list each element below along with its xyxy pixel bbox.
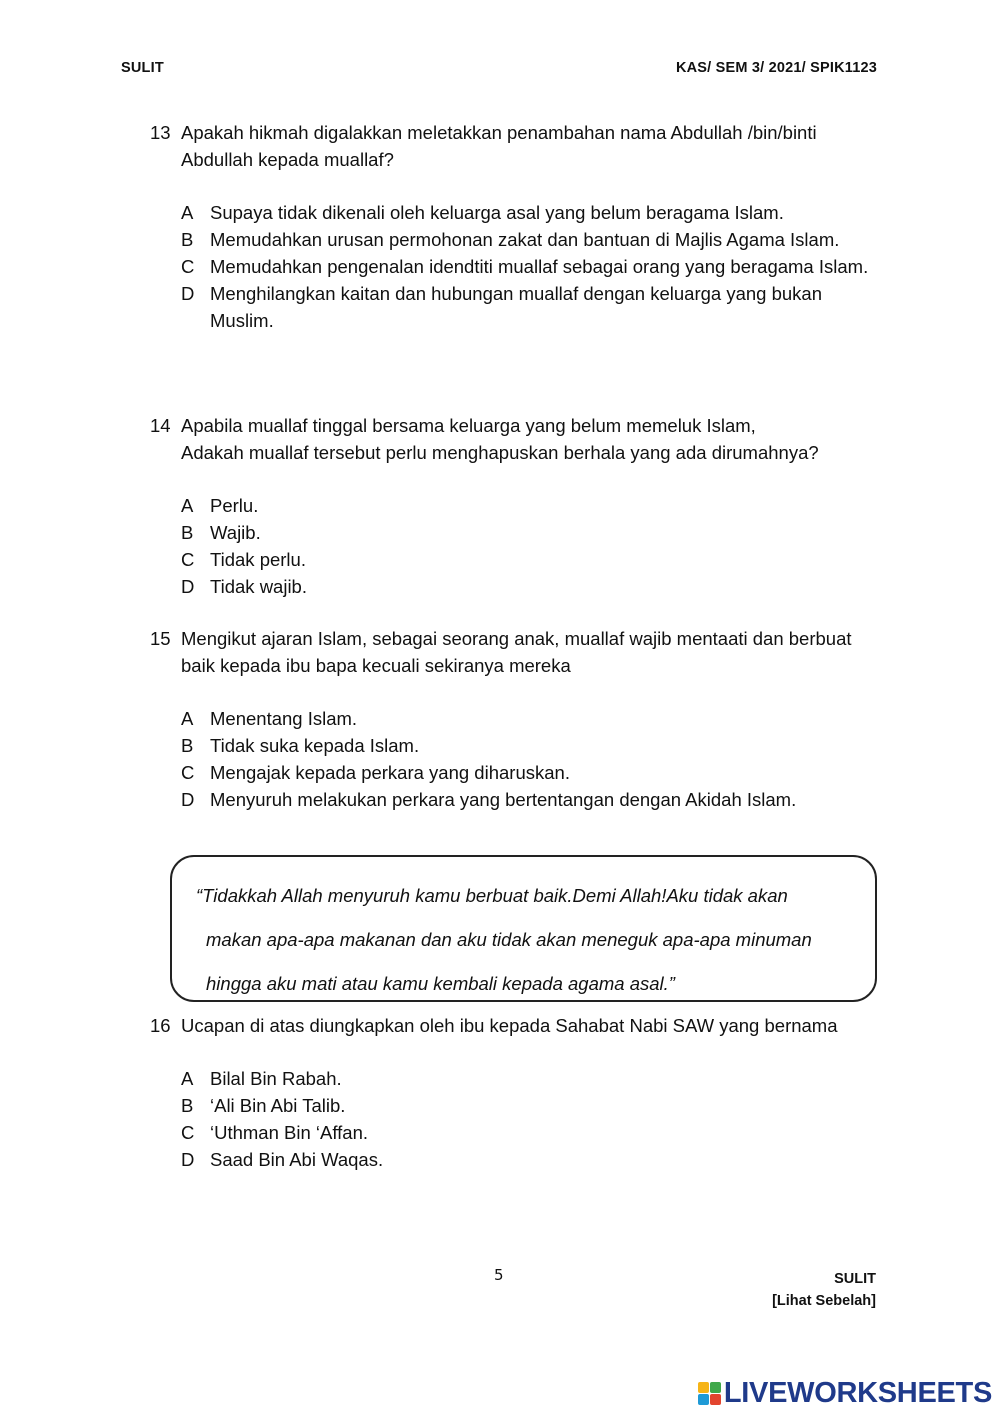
option-text: Menghilangkan kaitan dan hubungan muallaf dengan keluarga yang bukan Muslim. (210, 283, 822, 331)
question-text: Mengikut ajaran Islam, sebagai seorang anak, muallaf wajib mentaati dan berbuat baik kepada ibu bapa kecuali sekiranya mereka (181, 628, 852, 676)
brand-wordmark: LIVEWORKSHEETS (723, 1377, 992, 1409)
option-d[interactable] (181, 1146, 890, 1173)
option-letter: D (181, 283, 195, 304)
option-c[interactable] (181, 253, 890, 280)
option-list (181, 199, 890, 334)
quote-line-2: makan apa-apa makanan dan aku tidak akan meneguk apa-apa minuman (206, 929, 812, 950)
option-letter: D (181, 789, 195, 810)
question-15 (150, 625, 890, 813)
option-a[interactable] (181, 705, 890, 732)
option-text: Bilal Bin Rabah. (210, 1068, 342, 1089)
question-number: 13 (150, 122, 171, 143)
option-letter: C (181, 1122, 195, 1143)
option-a[interactable] (181, 492, 890, 519)
option-letter: A (181, 1068, 194, 1089)
option-text: ‘Ali Bin Abi Talib. (210, 1095, 346, 1116)
question-13 (150, 119, 890, 334)
option-text: Tidak suka kepada Islam. (210, 735, 420, 756)
option-d[interactable] (181, 280, 890, 334)
option-b[interactable] (181, 519, 890, 546)
option-text: ‘Uthman Bin ‘Affan. (210, 1122, 369, 1143)
option-text: Saad Bin Abi Waqas. (210, 1149, 384, 1170)
liveworksheets-brand[interactable] (698, 1377, 992, 1410)
option-d[interactable] (181, 573, 890, 600)
option-c[interactable] (181, 759, 890, 786)
footer-right (772, 1268, 876, 1312)
quote-box (170, 855, 877, 1002)
option-letter: A (181, 202, 194, 223)
question-14 (150, 412, 890, 600)
option-a[interactable] (181, 199, 890, 226)
option-a[interactable] (181, 1065, 890, 1092)
option-letter: A (181, 495, 194, 516)
option-letter: C (181, 549, 195, 570)
option-text: Tidak perlu. (210, 549, 306, 570)
option-letter: B (181, 229, 194, 250)
option-text: Wajib. (210, 522, 261, 543)
page-number: 5 (494, 1266, 504, 1284)
option-list (181, 705, 890, 813)
option-letter: C (181, 762, 195, 783)
option-text: Perlu. (210, 495, 259, 516)
option-letter: D (181, 1149, 195, 1170)
option-b[interactable] (181, 226, 890, 253)
option-text: Menyuruh melakukan perkara yang bertentangan dengan Akidah Islam. (210, 789, 797, 810)
option-d[interactable] (181, 786, 890, 813)
option-letter: B (181, 522, 194, 543)
quote-line-1: “Tidakkah Allah menyuruh kamu berbuat baik.Demi Allah!Aku tidak akan (196, 885, 788, 906)
question-16 (150, 1012, 890, 1173)
option-letter: D (181, 576, 195, 597)
question-text (181, 412, 890, 466)
question-text-line: Adakah muallaf tersebut perlu menghapuskan berhala yang ada dirumahnya? (181, 442, 819, 463)
option-text: Supaya tidak dikenali oleh keluarga asal yang belum beragama Islam. (210, 202, 784, 223)
question-number: 14 (150, 415, 171, 436)
option-text: Menentang Islam. (210, 708, 358, 729)
header-right-code: KAS/ SEM 3/ 2021/ SPIK1123 (675, 60, 877, 76)
question-text-line: Apabila muallaf tinggal bersama keluarga yang belum memeluk Islam, (181, 415, 756, 436)
question-text: Apakah hikmah digalakkan meletakkan penambahan nama Abdullah /bin/binti Abdullah kepada muallaf? (181, 122, 817, 170)
option-b[interactable] (181, 732, 890, 759)
option-text: Memudahkan urusan permohonan zakat dan bantuan di Majlis Agama Islam. (210, 229, 840, 250)
quote-line-3: hingga aku mati atau kamu kembali kepada agama asal.” (206, 973, 675, 994)
question-number: 16 (150, 1015, 171, 1036)
option-letter: B (181, 735, 194, 756)
option-c[interactable] (181, 546, 890, 573)
header-left-label: SULIT (121, 60, 164, 76)
option-letter: C (181, 256, 195, 277)
liveworksheets-logo-icon (698, 1382, 721, 1405)
option-text: Memudahkan pengenalan idendtiti muallaf sebagai orang yang beragama Islam. (210, 256, 869, 277)
option-letter: A (181, 708, 194, 729)
question-text: Ucapan di atas diungkapkan oleh ibu kepada Sahabat Nabi SAW yang bernama (181, 1015, 838, 1036)
option-letter: B (181, 1095, 194, 1116)
question-number: 15 (150, 628, 171, 649)
option-list (181, 1065, 890, 1173)
footer-sulit-label: SULIT (834, 1271, 876, 1287)
option-c[interactable] (181, 1119, 890, 1146)
option-text: Mengajak kepada perkara yang diharuskan. (210, 762, 570, 783)
option-list (181, 492, 890, 600)
option-text: Tidak wajib. (210, 576, 307, 597)
footer-next-page-label: [Lihat Sebelah] (772, 1293, 876, 1309)
option-b[interactable] (181, 1092, 890, 1119)
